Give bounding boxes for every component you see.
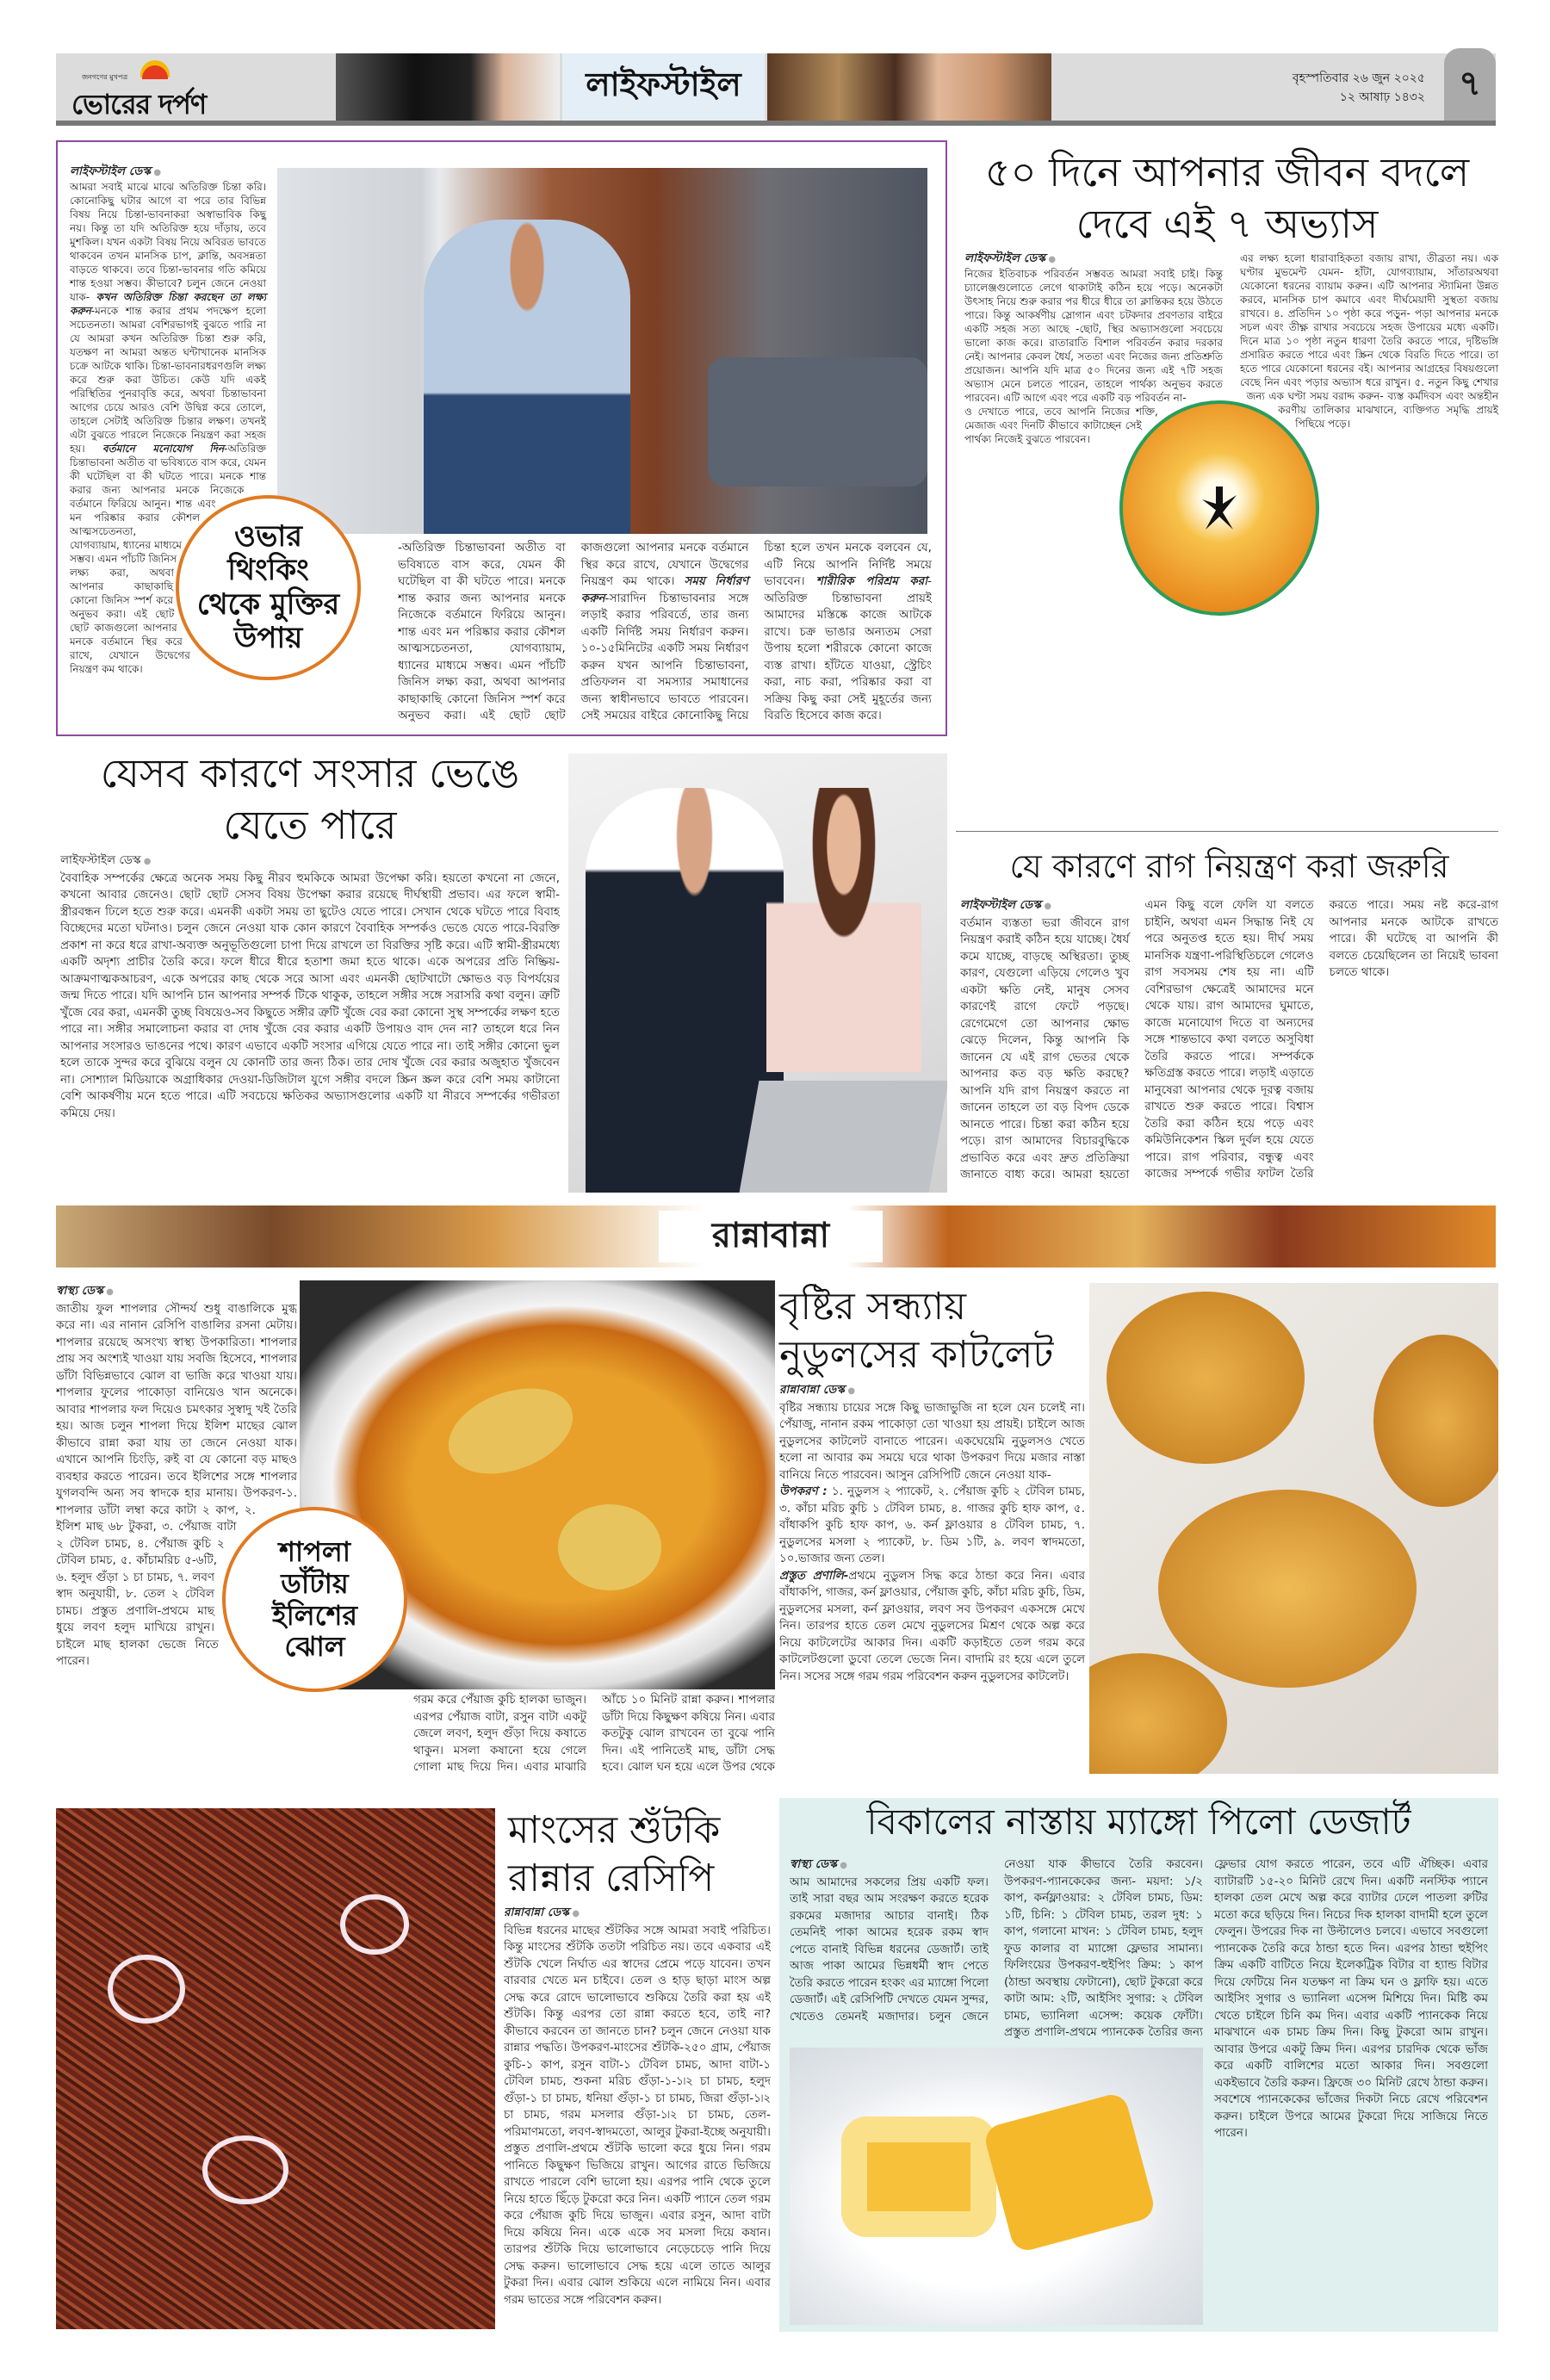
marriage-body: লাইফস্টাইল ডেস্ক ● বৈবাহিক সম্পর্কের ক্ষেত্রে অনেক সময় কিছু নীরব হুমকিকে আমরা উপেক্ষা করি। হয়তো কখনো না জেনে, কখনো আবার জেনেও। ছোট ছোট সেসব বিষয় উপেক্ষা করার রয়েছে দীর্ঘস্থায়ী প্রভাব। এর ফলে স্বামী-স্ত্রীরবন্ধন ঢিলে হতে শুরু করে। এমনকী একটা সময় তা ছুটেও যেতে পারে। সেখান থেকে ঘটতে পারে বিবাহ বিচ্ছেদের মতো ঘটনাও। চলুন জেনে নেওয়া যাক কোন কারণে বৈবাহিক সম্পর্কও ভেঙে যেতে পারে-বিরক্তি প্রকাশ না করে ধরে রাখা-অব্যক্ত অনুভূতিগুলো চাপা দিয়ে রাখলে তা বিরক্তির সৃষ্টি করে। এটি স্বামী-স্ত্রীরমধ্যে একটি অদৃশ্য প্রাচীর তৈরি করে। ফলে ধীরে ধীরে হতাশা জমা হতে থাকে। একে অপরের প্রতি নিষ্ক্রিয়-আক্রমণাত্মকআচরণ, একে অপরের কাছ থেকে সরে আসা এবং এমনকী ছোটখাটো ক্ষোভও বড় বিপর্যয়ের জন্ম দিতে পারে। যদি আপনি চান আপনার সম্পর্ক টিকে থাকুক, তাহলে সঙ্গীর সঙ্গে সরাসরি কথা বলুন। ত্রুটি খুঁজে বের করা, এমনকী তুচ্ছ বিষয়েও-সব কিছুতে সঙ্গীর ত্রুটি খুঁজে বের করা কোনো সুস্থ সম্পর্কের লক্ষণ হতে পারে না। সঙ্গীর সমালোচনা করার বা দোষ খুঁজে বের করার একটি উপায়ও বাদ দেন না? তাহলে ধরে নিন আপনার সংসারও ভাঙনের পথে। কারণ এভাবে একটি সংসার এগিয়ে যেতে পারে না। তাই সঙ্গীর কোনো ভুল হলে তাকে সুন্দর করে বুঝিয়ে বলুন যে কোনটি তার জন্য ঠিক। তার দোষ খুঁজে বের করার অজুহাত খুঁজবেন না। সোশ্যাল মিডিয়াকে অগ্রাধিকার দেওয়া-ডিজিটাল যুগে সঙ্গীর বদলে স্ক্রিন স্ক্রল করে বেশি সময় কাটানো বেশি আকর্ষণীয় মনে হতে পারে। এটি সবচেয়ে ক্ষতিকর অভ্যাসগুলোর একটি যা নীরবে সম্পর্কের গভীরতা কমিয়ে দেয়। (60, 852, 560, 1188)
couple-laptop-photo (568, 753, 947, 1193)
page-number-tab: ৭ (1444, 48, 1496, 121)
woman (766, 788, 921, 1072)
overthinking-title-circle (176, 495, 361, 680)
sofa (708, 357, 927, 487)
laptop (740, 1081, 947, 1193)
header-photo-woman (336, 53, 560, 121)
divider (956, 831, 1498, 832)
man-figure (424, 220, 630, 534)
mango-title: বিকালের নাস্তায় ম্যাঙ্গো পিলো ডেজার্ট (866, 1800, 1411, 1843)
header-photo-spa (767, 53, 1051, 121)
food-section-label-box (659, 1211, 883, 1262)
marriage-title: যেসব কারণে সংসার ভেঙে যেতে পারে (100, 750, 520, 848)
sunset-jump-photo (1119, 400, 1319, 616)
article-title: শাপলা ডাঁটায় ইলিশের ঝোল (271, 1534, 358, 1664)
article-title: ওভার থিংকিং থেকে মুক্তির উপায় (196, 519, 340, 655)
onion-ring (202, 2135, 288, 2204)
date-block: বৃহস্পতিবার ২৬ জুন ২০২৫ ১২ আষাঢ় ১৪৩২ (1292, 71, 1425, 104)
noodles-body: রান্নাবান্না ডেস্ক ● বৃষ্টির সন্ধ্যায় চায়ের সঙ্গে কিছু ভাজাভুজি না হলে যেন চলেই না। পেঁয়াজু, নানান রকম পাকোড়া তো খাওয়া হয় প্রায়ই। চাইলে আজ নুডুলসের কাটলেট বানাতে পারেন। একঘেয়েমি নুডুলসও খেতে হলো না আবার কম সময়ে ঘরে থাকা উপকরণ দিয়ে মজার নাস্তা বানিয়ে নিতে পারবেন। আসুন রেসিপিটি জেনে নেওয়া যাক- উপকরণ : ১. নুডুলস ২ প্যাকেট, ২. পেঁয়াজ কুচি ২ টেবিল চামচ, ৩. কাঁচা মরিচ কুচি ১ টেবিল চামচ, ৪. গাজর কুচি হাফ কাপ, ৫. বাঁধাকপি কুচি হাফ কাপ, ৬. কর্ন ফ্লাওয়ার ৪ টেবিল চামচ, ৭. নুডুলসের মসলা ২ প্যাকেট, ৮. ডিম ১টি, ৯. লবণ স্বাদমতো, ১০.ভাজার জন্য তেল। প্রস্তুত প্রণালি-প্রথমে নুডুলস সিদ্ধ করে ঠান্ডা করে নিন। এবার বাঁধাকপি, গাজর, কর্ন ফ্লাওয়ার, পেঁয়াজ কুচি, কাঁচা মরিচ কুচি, ডিম, নুডুলসের মসলা, কর্ন ফ্লাওয়ার, লবণ সব উপকরণ একসঙ্গে মেখে নিন। তারপর হাতে তেল মেখে নুডুলসের মিশ্রণ থেকে অল্প করে নিয়ে কাটলেটের আকার দিন। একটি কড়াইতে তেল গরম করে কাটলেটগুলো ডুবো তেলে ভেজে নিন। বাদামি রং হয়ে এলে তুলে নিন। সসের সঙ্গে গরম গরম পরিবেশন করুন নুডুলসের কাটলেট। (779, 1382, 1085, 1778)
cutlet (1373, 1335, 1498, 1507)
overthinking-photo (277, 168, 927, 534)
cutlet (1089, 1653, 1227, 1774)
shapla-body: স্বাস্থ্য ডেস্ক ● জাতীয় ফুল শাপলার সৌন্দর্য শুধু বাঙালিকে মুগ্ধ করে না। এর নানান রেসিপি বাঙালির রসনা মেটায়। শাপলার রয়েছে অসংখ্য স্বাস্থ্য উপকারিতা। শাপলার প্রায় সব অংশ্যই খাওয়া যায় সবজি হিসেবে, শাপলার ডাঁটা বিভিন্নভাবে ঝোল বা ভাজি করে খাওয়া যায়। শাপলার ফুলের পাকোড়া বানিয়েও খান অনেকে। আবার শাপলার ফল দিয়েও চমৎকার সুস্বাদু খই তৈরি হয়। আজ চলুন শাপলা দিয়ে ইলিশ মাছের ঝোল কীভাবে রান্না করা যায় তা জেনে নেওয়া যাক। এখানে আপনি চিংড়ি, রুই বা যে কোনো বড় মাছও ব্যবহার করতে পারেন। তবে ইলিশের সঙ্গে শাপলার যুগলবন্দি অন্য সব স্বাদকে হার মানায়। উপকরণ-১. শাপলার ডাঁটা লম্বা করে কাটা ২ কাপ, ২. ইলিশ মাছ ৬৮ টুকরা, ৩. পেঁয়াজ বাটা ২ টেবিল চামচ, ৪. পেঁয়াজ কুচি ২ টেবিল চামচ, ৫. কাঁচামরিচ ৫-৬টি, ৬. হলুদ গুঁড়া ১ চা চামচ, ৭. লবণ স্বাদ অনুযায়ী, ৮. তেল ২ টেবিল চামচ। প্রস্তুত প্রণালি-প্রথমে মাছ ধুয়ে লবণ হলুদ মাখিয়ে রাখুন। চাইলে মাছ হালকা ভেজে নিতে পারেন। (56, 1283, 297, 1774)
fish-piece (558, 1504, 661, 1590)
section-title-box (562, 53, 765, 121)
silhouette-icon (1202, 487, 1237, 530)
food-section-label: রান্নাবান্না (711, 1215, 830, 1255)
noodle-cutlet-photo (1089, 1283, 1498, 1774)
mango-pillow (982, 2092, 1156, 2254)
shapla-title-circle (222, 1507, 407, 1692)
meat-title: মাংসের শুঁটকি রান্নার রেসিপি (508, 1808, 721, 1900)
logo: জনগণের মুখপত্র ভোরের দর্পণ (65, 57, 245, 122)
food-banner (56, 1205, 1496, 1267)
shapla-body-2: গরম করে পেঁয়াজ কুচি হালকা ভাজুন। এরপর পেঁয়াজ বাটা, রসুন বাটা একটু জেলে লবণ, হলুদ গুঁড়া দিয়ে কষাতে থাকুন। মসলা কষানো হয়ে গেলে গোলা মাছ দিয়ে দিন। এবার মাঝারি আঁচে ১০ মিনিট রান্না করুন। শাপলার ডাঁটা দিয়ে কিছুক্ষণ কষিয়ে নিন। এবার কতটুকু ঝোল রাখবেন তা বুঝে পানি দিন। এই পানিতেই মাছ, ডাঁটা সেদ্ধ হবে। ঝোল ঘন হয়ে এলে উপর থেকে (413, 1693, 775, 1774)
fish-piece (437, 1373, 585, 1490)
mango-pillow-photo (790, 2048, 1203, 2325)
onion-ring (340, 1894, 409, 1955)
meat-body: রান্নাবান্না ডেস্ক ● বিভিন্ন ধরনের মাছের শুঁটকির সঙ্গে আমরা সবাই পরিচিত। কিন্তু মাংসের শুঁটকি ততটা পরিচিত নয়। তবে একবার এই শুঁটকি খেলে নির্ঘাত এর স্বাদের প্রেমে পড়ে যাবেন। তখন বারবার খেতে মন চাইবে। তেল ও হাড় ছাড়া মাংস অল্প সেদ্ধ করে রোদে ভালোভাবে শুকিয়ে তৈরি করা হয় এই শুঁটকি। কিন্তু এরপর তো রান্না করতে হবে, তাই না? কীভাবে করবেন তা জানতে চান? চলুন জেনে নেওয়া যাক রান্নার পদ্ধতি। উপকরণ-মাংসের শুঁটকি-২৫০ গ্রাম, পেঁয়াজ কুচি-১ কাপ, রসুন বাটা-১ টেবিল চামচ, আদা বাটা-১ টেবিল চামচ, শুকনা মরিচ গুঁড়া-১-১৷২ চা চামচ, হলুদ গুঁড়া-১ চা চামচ, ধনিয়া গুঁড়া-১ চা চামচ, জিরা গুঁড়া-১৷২ চা চামচ, গরম মসলার গুঁড়া-১৷২ চা চামচ, তেল-পরিমাণমতো, লবণ-স্বাদমতো, আলুর টুকরা-ইচ্ছে অনুযায়ী। প্রস্তুত প্রণালি-প্রথমে শুঁটকি ভালো করে ধুয়ে নিন। গরম পানিতে কিছুক্ষণ ভিজিয়ে রাখুন। আগের রাতে ভিজিয়ে রাখতে পারলে বেশি ভালো হয়। এরপর পানি থেকে তুলে নিয়ে হাতে ছিঁড়ে টুকরো করে নিন। একটি প্যানে তেল গরম করে পেঁয়াজ কুচি দিয়ে ভাজুন। এবার রসুন, আদা বাটা দিয়ে কষিয়ে নিন। একে একে সব মসলা দিয়ে কষান। তারপর শুঁটকি দিয়ে ভালোভাবে নেড়েচেড়ে পানি দিয়ে সেদ্ধ করুন। ভালোভাবে সেদ্ধ হয়ে এলে তাতে আলুর টুকরা দিন। এবার ঝোল শুকিয়ে এলে নামিয়ে নিন। এবার গরম ভাতের সঙ্গে পরিবেশন করুন। (504, 1905, 771, 2331)
overthinking-article: লাইফস্টাইল ডেস্ক ● আমরা সবাই মাঝে মাঝে অতিরিক্ত চিন্তা করি। কোনোকিছু ঘটার আগে বা পরে তার বিভিন্ন বিষয় নিয়ে চিন্তা-ভাবনাকরা অস্বাভাবিক কিছু নয়। কিন্তু তা যদি অতিরিক্ত হয়ে দাঁড়ায়, তবে মুশকিল। যখন একটা বিষয় নিয়ে অবিরত ভাবতে থাকবেন তখন মানসিক চাপ, ক্লান্তি, অবসন্নতা বাড়তে থাকবে। তবে চিন্তা-ভাবনার গতি কমিয়ে শান্ত হওয়া সম্ভব। কীভাবে? চলুন জেনে নেওয়া যাক- কখন অতিরিক্ত চিন্তা করছেন তা লক্ষ্য করুন-মনকে শান্ত করার প্রথম পদক্ষেপ হলো সচেতনতা। আমরা বেশিরভাগই বুঝতে পারি না যে আমরা কখন অতিরিক্ত চিন্তা শুরু করি, যতক্ষণ না আমরা অন্তত ঘন্টাখানেক মানসিক চক্রে আটকে থাকি। চিন্তা-ভাবনারধরণগুলি লক্ষ্য করে শুরু করা উচিত। কেউ যদি একই পরিস্থিতির পুনরাবৃত্তি করে, অথবা চিন্তাভাবনা আগের চেয়ে আরও বেশি উদ্বিগ্ন করে তোলে, তাহলে সেটাই অতিরিক্ত চিন্তার লক্ষণ। তখনই এটা বুঝতে পারলে নিজেকে নিয়ন্ত্রণ করা সহজ হয়। বর্তমানে মনোযোগ দিন-অতিরিক্ত চিন্তাভাবনা অতীত বা ভবিষ্যতে বাস করে, যেমন কী ঘটেছিল বা কী ঘটতে পারে। মনকে শান্ত করার জন্য আপনার মনকে নিজেকে বর্তমানে ফিরিয়ে আনুন। শান্ত এবং মন পরিষ্কার করার কৌশল আত্মসচেতনতা, যোগব্যায়াম, ধ্যানের মাধ্যমে সম্ভব। এমন পাঁচটি জিনিস লক্ষ্য করা, অথবা আপনার কাছাকাছি কোনো জিনিস স্পর্শ করে অনুভব করা। এই ছোট ছোট কাজগুলো আপনার মনকে বর্তমানে স্থির করে রাখে, যেখানে উদ্বেগের নিয়ন্ত্রণ কম থাকে। -অতিরিক্ত চিন্তাভাবনা অতীত বা ভবিষ্যতে বাস করে, যেমন কী ঘটেছিল বা কী ঘটতে পারে। মনকে শান্ত করার জন্য আপনার মনকে নিজেকে বর্তমানে ফিরিয়ে আনুন। শান্ত এবং মন পরিষ্কার করার কৌশল আত্মসচেতনতা, যোগব্যায়াম, ধ্যানের মাধ্যমে সম্ভব। এমন পাঁচটি জিনিস লক্ষ্য করা, অথবা আপনার কাছাকাছি কোনো জিনিস স্পর্শ করে অনুভব করা। এই ছোট ছোট কাজগুলো আপনার মনকে বর্তমানে স্থির করে রাখে, যেখানে উদ্বেগের নিয়ন্ত্রণ কম থাকে। সময় নির্ধারণ করুন-সারাদিন চিন্তাভাবনার সঙ্গে লড়াই করার পরিবর্তে, তার জন্য একটি নির্দিষ্ট সময় নির্ধারণ করুন। ১০-১৫মিনিটের একটি সময় নির্ধারণ করুন যখন আপনি চিন্তাভাবনা, প্রতিফলন বা সমস্যার সমাধানের জন্য স্বাধীনভাবে ভাবতে পারবেন। সেই সময়ের বাইরে কোনোকিছু নিয়ে চিন্তা হলে তখন মনকে বলবেন যে, এটি নিয়ে আপনি নির্দিষ্ট সময়ে ভাববেন। শারীরিক পরিশ্রম করা-অতিরিক্ত চিন্তাভাবনা প্রায়ই আমাদের মস্তিষ্কে কাজে আটকে রাখে। চক্র ভাঙার অন্যতম সেরা উপায় হলো শরীরকে কোনো কাজে ব্যস্ত রাখা। হাঁটতে যাওয়া, স্ট্রেচিং করা, নাচ করা, পরিষ্কার করা বা সক্রিয় কিছু করা সেই মুহূর্তের জন্য বিরতি হিসেবে কাজ করে। ওভার থিংকিং থেকে মুক্তির উপায় (56, 140, 947, 736)
noodles-title: বৃষ্টির সন্ধ্যায় নুডুলসের কাটলেট (779, 1285, 1054, 1377)
habits-body-left: লাইফস্টাইল ডেস্ক ● নিজের ইতিবাচক পরিবর্তন সম্ভবত আমরা সবাই চাই। কিন্তু চ্যালেঞ্জগুলোতে লেগে থাকাটাই কঠিন হয়ে পড়ে। অনেকটা উৎসাহ নিয়ে শুরু করার পর ধীরে ধীরে তা ক্লান্তিকর হয়ে উঠতে পারে। কিন্তু আকর্ষণীয় স্লোগান এবং চটকদার প্রবণতার বাইরে একটি সহজ সত্য আছে -ছোট, স্থির অভ্যাসগুলো সবচেয়ে ভালো কাজ করে। রাতারাতি বিশাল পরিবর্তন করার দরকার নেই। আপনার কেবল ধৈর্য, সততা এবং নিজের জন্য প্রতিশ্রুতি প্রয়োজন। আপনি যদি মাত্র ৫০ দিনের জন্য এই ৭টি সহজ অভ্যাস মেনে চলতে পারেন, তাহলে পার্থক্য অনুভব করতে পারবেন। এটি আগে এবং পরে একটি বড় পরিবর্তন না-ও দেখাতে পারে, তবে আপনি নিজের শক্তি, মেজাজ এবং দিনটি কীভাবে কাটাচ্ছেন সেই পার্থক্য নিজেই বুঝতে পারবেন। (964, 251, 1223, 618)
habits-title: ৫০ দিনে আপনার জীবন বদলে দেবে এই ৭ অভ্যাস (984, 149, 1470, 247)
overthinking-body: লাইফস্টাইল ডেস্ক ● আমরা সবাই মাঝে মাঝে অতিরিক্ত চিন্তা করি। কোনোকিছু ঘটার আগে বা পরে তার বিভিন্ন বিষয় নিয়ে চিন্তা-ভাবনাকরা অস্বাভাবিক কিছু নয়। কিন্তু তা যদি অতিরিক্ত হয়ে দাঁড়ায়, তবে মুশকিল। যখন একটা বিষয় নিয়ে অবিরত ভাবতে থাকবেন তখন মানসিক চাপ, ক্লান্তি, অবসন্নতা বাড়তে থাকবে। তবে চিন্তা-ভাবনার গতি কমিয়ে শান্ত হওয়া সম্ভব। কীভাবে? চলুন জেনে নেওয়া যাক- কখন অতিরিক্ত চিন্তা করছেন তা লক্ষ্য করুন-মনকে শান্ত করার প্রথম পদক্ষেপ হলো সচেতনতা। আমরা বেশিরভাগই বুঝতে পারি না যে আমরা কখন অতিরিক্ত চিন্তা শুরু করি, যতক্ষণ না আমরা অন্তত ঘন্টাখানেক মানসিক চক্রে আটকে থাকি। চিন্তা-ভাবনারধরণগুলি লক্ষ্য করে শুরু করা উচিত। কেউ যদি একই পরিস্থিতির পুনরাবৃত্তি করে, অথবা চিন্তাভাবনা আগের চেয়ে আরও বেশি উদ্বিগ্ন করে তোলে, তাহলে সেটাই অতিরিক্ত চিন্তার লক্ষণ। তখনই এটা বুঝতে পারলে নিজেকে নিয়ন্ত্রণ করা সহজ হয়। বর্তমানে মনোযোগ দিন-অতিরিক্ত চিন্তাভাবনা অতীত বা ভবিষ্যতে বাস করে, যেমন কী ঘটেছিল বা কী ঘটতে পারে। মনকে শান্ত করার জন্য আপনার মনকে নিজেকে বর্তমানে ফিরিয়ে আনুন। শান্ত এবং মন পরিষ্কার করার কৌশল আত্মসচেতনতা, যোগব্যায়াম, ধ্যানের মাধ্যমে সম্ভব। এমন পাঁচটি জিনিস লক্ষ্য করা, অথবা আপনার কাছাকাছি কোনো জিনিস স্পর্শ করে অনুভব করা। এই ছোট ছোট কাজগুলো আপনার মনকে বর্তমানে স্থির করে রাখে, যেখানে উদ্বেগের নিয়ন্ত্রণ কম থাকে। (70, 164, 266, 692)
mango-article: বিকালের নাস্তায় ম্যাঙ্গো পিলো ডেজার্ট স্বাস্থ্য ডেস্ক ● আম আমাদের সকলের প্রিয় একটি ফল। তাই সারা বছর আম সংরক্ষণ করতে হরেক রকমের মজাদার আচার বানাই। ঠিক তেমনিই পাকা আমের হরেক রকম স্বাদ পেতে বানাই বিভিন্ন ধরনের ডেজার্ট। তাই আজ পাকা আমের ভিন্নধর্মী স্বাদ পেতে তৈরি করতে পারেন হংকং এর ম্যাঙ্গো পিলো ডেজার্ট। এই রেসিপিটি দেখতে যেমন সুন্দর, খেতেও তেমনই মজাদার। চলুন জেনে নেওয়া যাক কীভাবে তৈরি করবেন। উপকরণ-প্যানকেকের জন্য- ময়দা: ১/২ কাপ, কর্নফ্লাওয়ার: ২ টেবিল চামচ, ডিম: ১টি, চিনি: ১ টেবিল চামচ, তরল দুধ: ১ কাপ, গলানো মাখন: ১ টেবিল চামচ, হলুদ ফুড কালার বা ম্যাঙ্গো ফ্লেভার সামান্য। ফিলিংয়ের উপকরণ-হুইপিং ক্রিম: ১ কাপ (ঠান্ডা অবস্থায় ফেটানো), ছোট টুকরো করে কাটা আম: ২টি, আইসিং সুগার: ২ টেবিল চামচ, ভ্যানিলা এসেন্স: কয়েক ফোঁটা। প্রস্তুত প্রণালি-প্রথমে প্যানকেক তৈরির জন্য ফ্লেভার যোগ করতে পারেন, তবে এটি ঐচ্ছিক। এবার ব্যাটারটি ১৫-২০ মিনিট রেখে দিন। একটি ননস্টিক প্যানে হালকা তেল মেখে অল্প করে ব্যাটার ঢেলে পাতলা রুটির মতো করে ছড়িয়ে দিন। নিচের দিক হালকা বাদামী হলে তুলে ফেলুন। উপরের দিক না উল্টালেও চলবে। এভাবে সবগুলো প্যানকেক তৈরি করে ঠান্ডা হতে দিন। এরপর ঠান্ডা হুইপিং ক্রিম একটি বাটিতে নিয়ে ইলেকট্রিক বিটার বা হ্যান্ড বিটার দিয়ে ফেটিয়ে নিন যতক্ষণ না ক্রিম ঘন ও ফ্লাফি হয়। এতে আইসিং সুগার ও ভ্যানিলা এসেন্স মিশিয়ে দিন। মিষ্টি কম খেতে চাইলে চিনি কম দিন। এবার একটি প্যানকেক নিয়ে মাঝখানে এক চামচ ক্রিম দিন। কিছু টুকরো আম রাখুন। আবার উপরে একটু ক্রিম দিন। এরপর চারদিক থেকে ভাঁজ করে একটি বালিশের মতো আকার দিন। সবগুলো একইভাবে তৈরি করুন। ফ্রিজে ৩০ মিনিট রেখে ঠান্ডা করুন। সবশেষে প্যানকেকের ভাঁজের দিকটা নিচে রেখে পরিবেশন করুন। চাইলে উপরে আমের টুকরো দিয়ে সাজিয়ে নিতে পারেন। (779, 1798, 1498, 2332)
masthead (56, 53, 1496, 126)
mango-pillow (841, 2117, 996, 2237)
cutlet (1107, 1292, 1305, 1464)
habits-body-right: এর লক্ষ্য হলো ধারাবাহিকতা বজায় রাখা, তীব্রতা নয়। এক ঘণ্টার মুভমেন্ট যেমন- হাঁটা, যোগব্যায়াম, সাঁতারঅথবা যেকোনো ধরনের ব্যায়াম করুন। এটি আপনার স্ট্যামিনা উন্নত করবে, মানসিক চাপ কমাবে এবং দীর্ঘমেয়াদী সুস্থতা বজায় রাখবে। ৪. প্রতিদিন ১০ পৃষ্ঠা করে পড়ুন- পড়া আপনার মনকে সচল এবং তীক্ষ্ণ রাখার সবচেয়ে সহজ উপায়ের মধ্যে একটি। দিনে মাত্র ১০ পৃষ্ঠা নতুন ধারণা তৈরি করতে পারে, দৃষ্টিভঙ্গি প্রসারিত করতে পারে এবং স্ক্রিন থেকে বিরতি দিতে পারে। তা হতে পারে যেকোনো ধরনের বই। আপনার আগ্রহের বিষয়গুলো বেছে নিন এবং পড়ার অভ্যাস ধরে রাখুন। ৫. নতুন কিছু শেখার জন্য এক ঘণ্টা সময় বরাদ্দ করুন- ব্যস্ত কর্মদিবস এবং অন্তহীন করণীয় তালিকার মাঝখানে, ব্যক্তিগত সমৃদ্ধি প্রায়ই পিছিয়ে পড়ে। (1240, 252, 1498, 430)
sun-logo-icon (142, 65, 168, 79)
anger-body: লাইফস্টাইল ডেস্ক ● বর্তমান ব্যস্ততা ভরা জীবনে রাগ নিয়ন্ত্রণ করাই কঠিন হয়ে যাচ্ছে। ধৈর্য কমে যাচ্ছে, বাড়ছে অস্থিরতা। তুচ্ছ কারণ, যেগুলো এড়িয়ে গেলেও খুব একটা ক্ষতি নেই, মানুষ সেসব কারণেই রাগে ফেটে পড়ছে। রেগেমেগে তো আপনার ক্ষোভ ঝেড়ে দিলেন, কিন্তু আপনি কি জানেন যে এই রাগ ভেতর থেকে আপনার কত বড় ক্ষতি করছে? আপনি যদি রাগ নিয়ন্ত্রণ করতে না জানেন তাহলে তা বড় বিপদ ডেকে আনতে পারে। চিন্তা করা কঠিন হয়ে পড়ে। রাগ আমাদের বিচারবুদ্ধিকে প্রভাবিত করে এবং দ্রুত প্রতিক্রিয়া জানাতে বাধ্য করে। আমরা হয়তো এমন কিছু বলে ফেলি যা বলতে চাইনি, অথবা এমন সিদ্ধান্ত নিই যে পরে অনুতপ্ত হতে হয়। দীর্ঘ সময় মানসিক যন্ত্রণা-পরিস্থিতিচলে গেলেও রাগ সবসময় শেষ হয় না। এটি বেশিরভাগ ক্ষেত্রেই আমাদের মনে থেকে যায়। রাগ আমাদের ঘুমাতে, কাজে মনোযোগ দিতে বা অন্যদের সঙ্গে শান্তভাবে কথা বলতে অসুবিধা তৈরি করতে পারে। সম্পর্ককে ক্ষতিগ্রস্ত করতে পারে। লড়াই এড়াতে মানুষেরা আপনার থেকে দূরত্ব বজায় রাখতে শুরু করতে পারে। বিশ্বাস তৈরি করা কঠিন হয়ে পড়ে এবং কমিউনিকেশন স্কিল দুর্বল হয়ে যেতে পারে। রাগ পরিবার, বন্ধুত্ব এবং কাজের সম্পর্কে গভীর ফাটল তৈরি করতে পারে। সময় নষ্ট করে-রাগ আপনার মনকে আটকে রাখতে পারে। কী ঘটেছে বা আপনি কী বলতে চেয়েছিলেন তা নিয়েই ভাবনা চলতে থাকে। (960, 897, 1498, 1194)
onion-ring (108, 1955, 185, 2024)
section-title: লাইফস্টাইল (586, 65, 741, 103)
anger-title: যে কারণে রাগ নিয়ন্ত্রণ করা জরুরি (1009, 847, 1449, 885)
cutlet (1158, 1490, 1417, 1688)
meat-shutki-photo (56, 1808, 495, 2329)
